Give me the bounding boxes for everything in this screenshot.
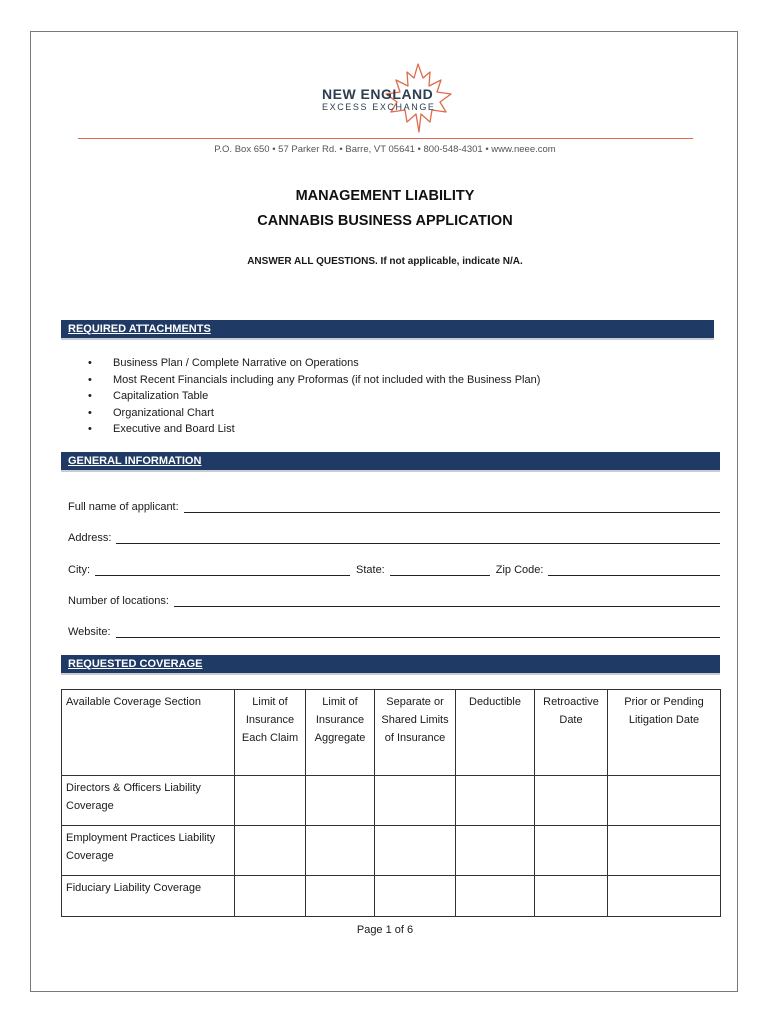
table-input-cell[interactable] (235, 826, 306, 876)
table-input-cell[interactable] (608, 876, 721, 917)
website-input[interactable] (116, 626, 720, 638)
company-name-line1: NEW ENGLAND (322, 86, 434, 102)
state-label: State: (356, 564, 385, 576)
table-header-cell: Separate or Shared Limits of Insurance (375, 690, 456, 776)
list-item: • Business Plan / Complete Narrative on Operations (88, 355, 540, 372)
website-field[interactable] (68, 624, 720, 638)
instructions: ANSWER ALL QUESTIONS. If not applicable, indicate N/A. (247, 256, 523, 267)
list-item: • Most Recent Financials including any Proformas (if not included with the Business Plan) (88, 372, 540, 389)
coverage-table (61, 689, 721, 917)
table-input-cell[interactable] (235, 776, 306, 826)
locations-field[interactable] (68, 593, 720, 607)
table-row (62, 776, 721, 826)
header-divider (78, 138, 693, 139)
table-input-cell[interactable] (456, 876, 535, 917)
table-header-row (62, 690, 721, 776)
table-input-cell[interactable] (375, 876, 456, 917)
state-input[interactable] (390, 564, 490, 576)
table-input-cell[interactable] (608, 826, 721, 876)
table-input-cell[interactable] (375, 826, 456, 876)
full-name-label: Full name of applicant: (68, 501, 179, 513)
table-input-cell[interactable] (535, 876, 608, 917)
table-input-cell[interactable] (535, 826, 608, 876)
address-field[interactable] (68, 530, 720, 544)
attachments-list (88, 355, 540, 438)
table-row (62, 876, 721, 917)
full-name-input[interactable] (184, 501, 720, 513)
table-header-cell: Prior or Pending Litigation Date (608, 690, 721, 776)
list-item: • Organizational Chart (88, 405, 540, 422)
company-address: P.O. Box 650 • 57 Parker Rd. • Barre, VT 05641 • 800-548-4301 • www.neee.com (214, 144, 556, 155)
coverage-name-cell: Directors & Officers Liability Coverage (62, 776, 235, 826)
city-input[interactable] (95, 564, 350, 576)
page-subtitle: CANNABIS BUSINESS APPLICATION (257, 213, 513, 229)
page-number: Page 1 of 6 (356, 924, 414, 936)
table-input-cell[interactable] (306, 876, 375, 917)
table-header-cell: Retroactive Date (535, 690, 608, 776)
coverage-name-cell: Employment Practices Liability Coverage (62, 826, 235, 876)
website-label: Website: (68, 626, 111, 638)
city-label: City: (68, 564, 90, 576)
table-input-cell[interactable] (306, 776, 375, 826)
table-input-cell[interactable] (375, 776, 456, 826)
table-input-cell[interactable] (456, 826, 535, 876)
table-header-cell: Available Coverage Section (62, 690, 235, 776)
table-row (62, 826, 721, 876)
city-state-zip-row (68, 562, 720, 576)
full-name-field[interactable] (68, 499, 720, 513)
table-header-cell: Limit of Insurance Each Claim (235, 690, 306, 776)
section-header-requested-coverage: REQUESTED COVERAGE (61, 655, 720, 673)
list-item: • Executive and Board List (88, 421, 540, 438)
document-page (30, 31, 738, 992)
table-input-cell[interactable] (535, 776, 608, 826)
zip-input[interactable] (548, 564, 720, 576)
section-header-general-information: GENERAL INFORMATION (61, 452, 720, 470)
table-header-cell: Deductible (456, 690, 535, 776)
locations-input[interactable] (174, 595, 720, 607)
list-item: • Capitalization Table (88, 388, 540, 405)
company-name-line2: EXCESS EXCHANGE (322, 102, 436, 112)
table-input-cell[interactable] (608, 776, 721, 826)
table-input-cell[interactable] (306, 826, 375, 876)
locations-label: Number of locations: (68, 595, 169, 607)
table-input-cell[interactable] (235, 876, 306, 917)
page-title: MANAGEMENT LIABILITY (295, 188, 475, 204)
table-header-cell: Limit of Insurance Aggregate (306, 690, 375, 776)
table-input-cell[interactable] (456, 776, 535, 826)
section-header-required-attachments: REQUIRED ATTACHMENTS (61, 320, 714, 338)
address-label: Address: (68, 532, 112, 544)
coverage-name-cell: Fiduciary Liability Coverage (62, 876, 235, 917)
address-input[interactable] (116, 532, 720, 544)
zip-label: Zip Code: (495, 564, 544, 576)
